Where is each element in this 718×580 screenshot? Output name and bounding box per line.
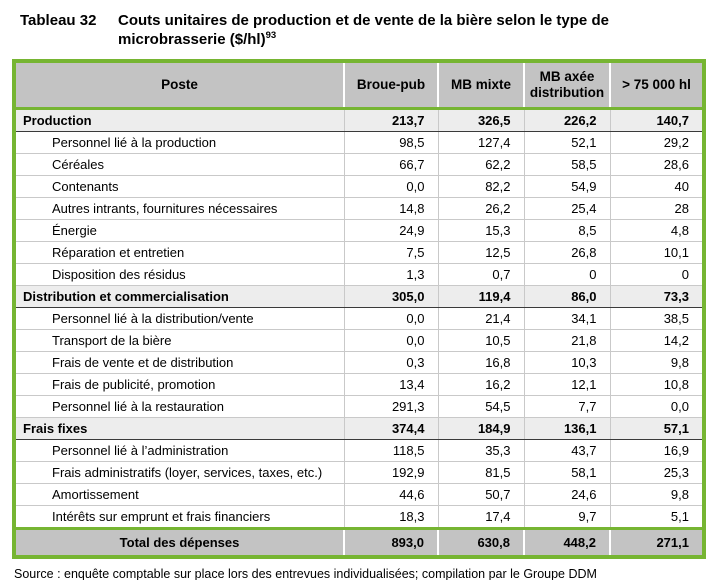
row-value: 82,2 xyxy=(438,176,524,198)
row-value: 10,1 xyxy=(610,242,704,264)
row-value: 17,4 xyxy=(438,506,524,529)
row-label: Céréales xyxy=(14,154,344,176)
row-label: Personnel lié à la restauration xyxy=(14,396,344,418)
row-value: 213,7 xyxy=(344,109,438,132)
row-value: 9,7 xyxy=(524,506,610,529)
table-row xyxy=(14,154,704,176)
row-value: 54,9 xyxy=(524,176,610,198)
row-value: 0 xyxy=(524,264,610,286)
total-value-mb-mixte: 630,8 xyxy=(438,529,524,558)
row-label: Intérêts sur emprunt et frais financiers xyxy=(14,506,344,529)
row-value: 136,1 xyxy=(524,418,610,440)
row-value: 52,1 xyxy=(524,132,610,154)
table-row xyxy=(14,352,704,374)
row-label: Personnel lié à la distribution/vente xyxy=(14,308,344,330)
row-label: Énergie xyxy=(14,220,344,242)
table-title xyxy=(118,11,670,49)
table-row xyxy=(14,484,704,506)
row-label: Réparation et entretien xyxy=(14,242,344,264)
row-value: 118,5 xyxy=(344,440,438,462)
row-label: Frais de publicité, promotion xyxy=(14,374,344,396)
row-value: 15,3 xyxy=(438,220,524,242)
row-value: 7,5 xyxy=(344,242,438,264)
total-label: Total des dépenses xyxy=(14,529,344,558)
col-header-mb-mixte: MB mixte xyxy=(438,61,524,109)
row-value: 10,8 xyxy=(610,374,704,396)
row-value: 9,8 xyxy=(610,484,704,506)
table-row xyxy=(14,330,704,352)
cost-table xyxy=(12,59,706,559)
total-value-75000hl: 271,1 xyxy=(610,529,704,558)
row-value: 21,4 xyxy=(438,308,524,330)
row-value: 0,0 xyxy=(344,308,438,330)
row-value: 5,1 xyxy=(610,506,704,529)
row-value: 21,8 xyxy=(524,330,610,352)
row-value: 62,2 xyxy=(438,154,524,176)
col-header-broue-pub: Broue-pub xyxy=(344,61,438,109)
row-value: 12,1 xyxy=(524,374,610,396)
row-value: 184,9 xyxy=(438,418,524,440)
row-value: 35,3 xyxy=(438,440,524,462)
row-label: Production xyxy=(14,109,344,132)
row-value: 58,1 xyxy=(524,462,610,484)
table-row xyxy=(14,264,704,286)
col-header-mb-axee-distribution: MB axée distribution xyxy=(524,61,610,109)
row-value: 38,5 xyxy=(610,308,704,330)
row-value: 119,4 xyxy=(438,286,524,308)
table-title-text: Couts unitaires de production et de vente de la bière selon le type de microbrasserie ($/hl) xyxy=(118,12,609,48)
total-value-mb-axee: 448,2 xyxy=(524,529,610,558)
row-value: 16,9 xyxy=(610,440,704,462)
row-value: 25,4 xyxy=(524,198,610,220)
row-value: 18,3 xyxy=(344,506,438,529)
row-label: Autres intrants, fournitures nécessaires xyxy=(14,198,344,220)
source-note: Source : enquête comptable sur place lors des entrevues individualisées; compilation par le Groupe DDM xyxy=(14,567,597,580)
row-value: 26,8 xyxy=(524,242,610,264)
row-value: 14,8 xyxy=(344,198,438,220)
total-value-broue-pub: 893,0 xyxy=(344,529,438,558)
row-value: 58,5 xyxy=(524,154,610,176)
row-value: 226,2 xyxy=(524,109,610,132)
row-value: 25,3 xyxy=(610,462,704,484)
row-value: 66,7 xyxy=(344,154,438,176)
row-value: 73,3 xyxy=(610,286,704,308)
row-value: 374,4 xyxy=(344,418,438,440)
row-value: 28,6 xyxy=(610,154,704,176)
table-footer xyxy=(14,529,704,558)
row-value: 326,5 xyxy=(438,109,524,132)
footnote-ref: 93 xyxy=(265,30,277,41)
row-value: 34,1 xyxy=(524,308,610,330)
row-value: 9,8 xyxy=(610,352,704,374)
row-value: 0 xyxy=(610,264,704,286)
row-label: Personnel lié à la production xyxy=(14,132,344,154)
row-value: 24,9 xyxy=(344,220,438,242)
row-value: 10,5 xyxy=(438,330,524,352)
row-value: 50,7 xyxy=(438,484,524,506)
col-header-poste: Poste xyxy=(14,61,344,109)
row-value: 29,2 xyxy=(610,132,704,154)
total-row xyxy=(14,529,704,558)
row-value: 0,7 xyxy=(438,264,524,286)
row-value: 0,0 xyxy=(344,176,438,198)
table-row xyxy=(14,242,704,264)
row-value: 14,2 xyxy=(610,330,704,352)
table-row xyxy=(14,176,704,198)
header-row xyxy=(14,61,704,109)
table-row xyxy=(14,308,704,330)
row-value: 40 xyxy=(610,176,704,198)
table-row xyxy=(14,396,704,418)
row-value: 86,0 xyxy=(524,286,610,308)
row-value: 1,3 xyxy=(344,264,438,286)
table-number: Tableau 32 xyxy=(20,12,97,29)
row-value: 7,7 xyxy=(524,396,610,418)
row-value: 24,6 xyxy=(524,484,610,506)
row-label: Frais administratifs (loyer, services, taxes, etc.) xyxy=(14,462,344,484)
table-row xyxy=(14,132,704,154)
row-value: 16,8 xyxy=(438,352,524,374)
table-row xyxy=(14,198,704,220)
row-value: 16,2 xyxy=(438,374,524,396)
table-body xyxy=(14,109,704,529)
row-value: 43,7 xyxy=(524,440,610,462)
row-value: 305,0 xyxy=(344,286,438,308)
section-row xyxy=(14,418,704,440)
row-label: Distribution et commercialisation xyxy=(14,286,344,308)
section-row xyxy=(14,286,704,308)
table-row xyxy=(14,374,704,396)
row-value: 0,3 xyxy=(344,352,438,374)
row-value: 81,5 xyxy=(438,462,524,484)
row-value: 28 xyxy=(610,198,704,220)
row-value: 10,3 xyxy=(524,352,610,374)
row-value: 26,2 xyxy=(438,198,524,220)
row-value: 127,4 xyxy=(438,132,524,154)
table-header xyxy=(14,61,704,109)
row-value: 57,1 xyxy=(610,418,704,440)
table-row xyxy=(14,506,704,529)
row-value: 98,5 xyxy=(344,132,438,154)
row-label: Amortissement xyxy=(14,484,344,506)
row-value: 12,5 xyxy=(438,242,524,264)
row-value: 192,9 xyxy=(344,462,438,484)
table-row xyxy=(14,220,704,242)
row-label: Frais fixes xyxy=(14,418,344,440)
row-value: 54,5 xyxy=(438,396,524,418)
table-caption xyxy=(0,0,718,49)
row-value: 0,0 xyxy=(344,330,438,352)
row-value: 4,8 xyxy=(610,220,704,242)
row-label: Personnel lié à l’administration xyxy=(14,440,344,462)
col-header-75000hl: > 75 000 hl xyxy=(610,61,704,109)
row-label: Transport de la bière xyxy=(14,330,344,352)
table-row xyxy=(14,440,704,462)
row-label: Disposition des résidus xyxy=(14,264,344,286)
row-value: 8,5 xyxy=(524,220,610,242)
row-value: 44,6 xyxy=(344,484,438,506)
row-label: Contenants xyxy=(14,176,344,198)
row-value: 291,3 xyxy=(344,396,438,418)
row-value: 140,7 xyxy=(610,109,704,132)
row-value: 13,4 xyxy=(344,374,438,396)
row-label: Frais de vente et de distribution xyxy=(14,352,344,374)
section-row xyxy=(14,109,704,132)
row-value: 0,0 xyxy=(610,396,704,418)
table-row xyxy=(14,462,704,484)
